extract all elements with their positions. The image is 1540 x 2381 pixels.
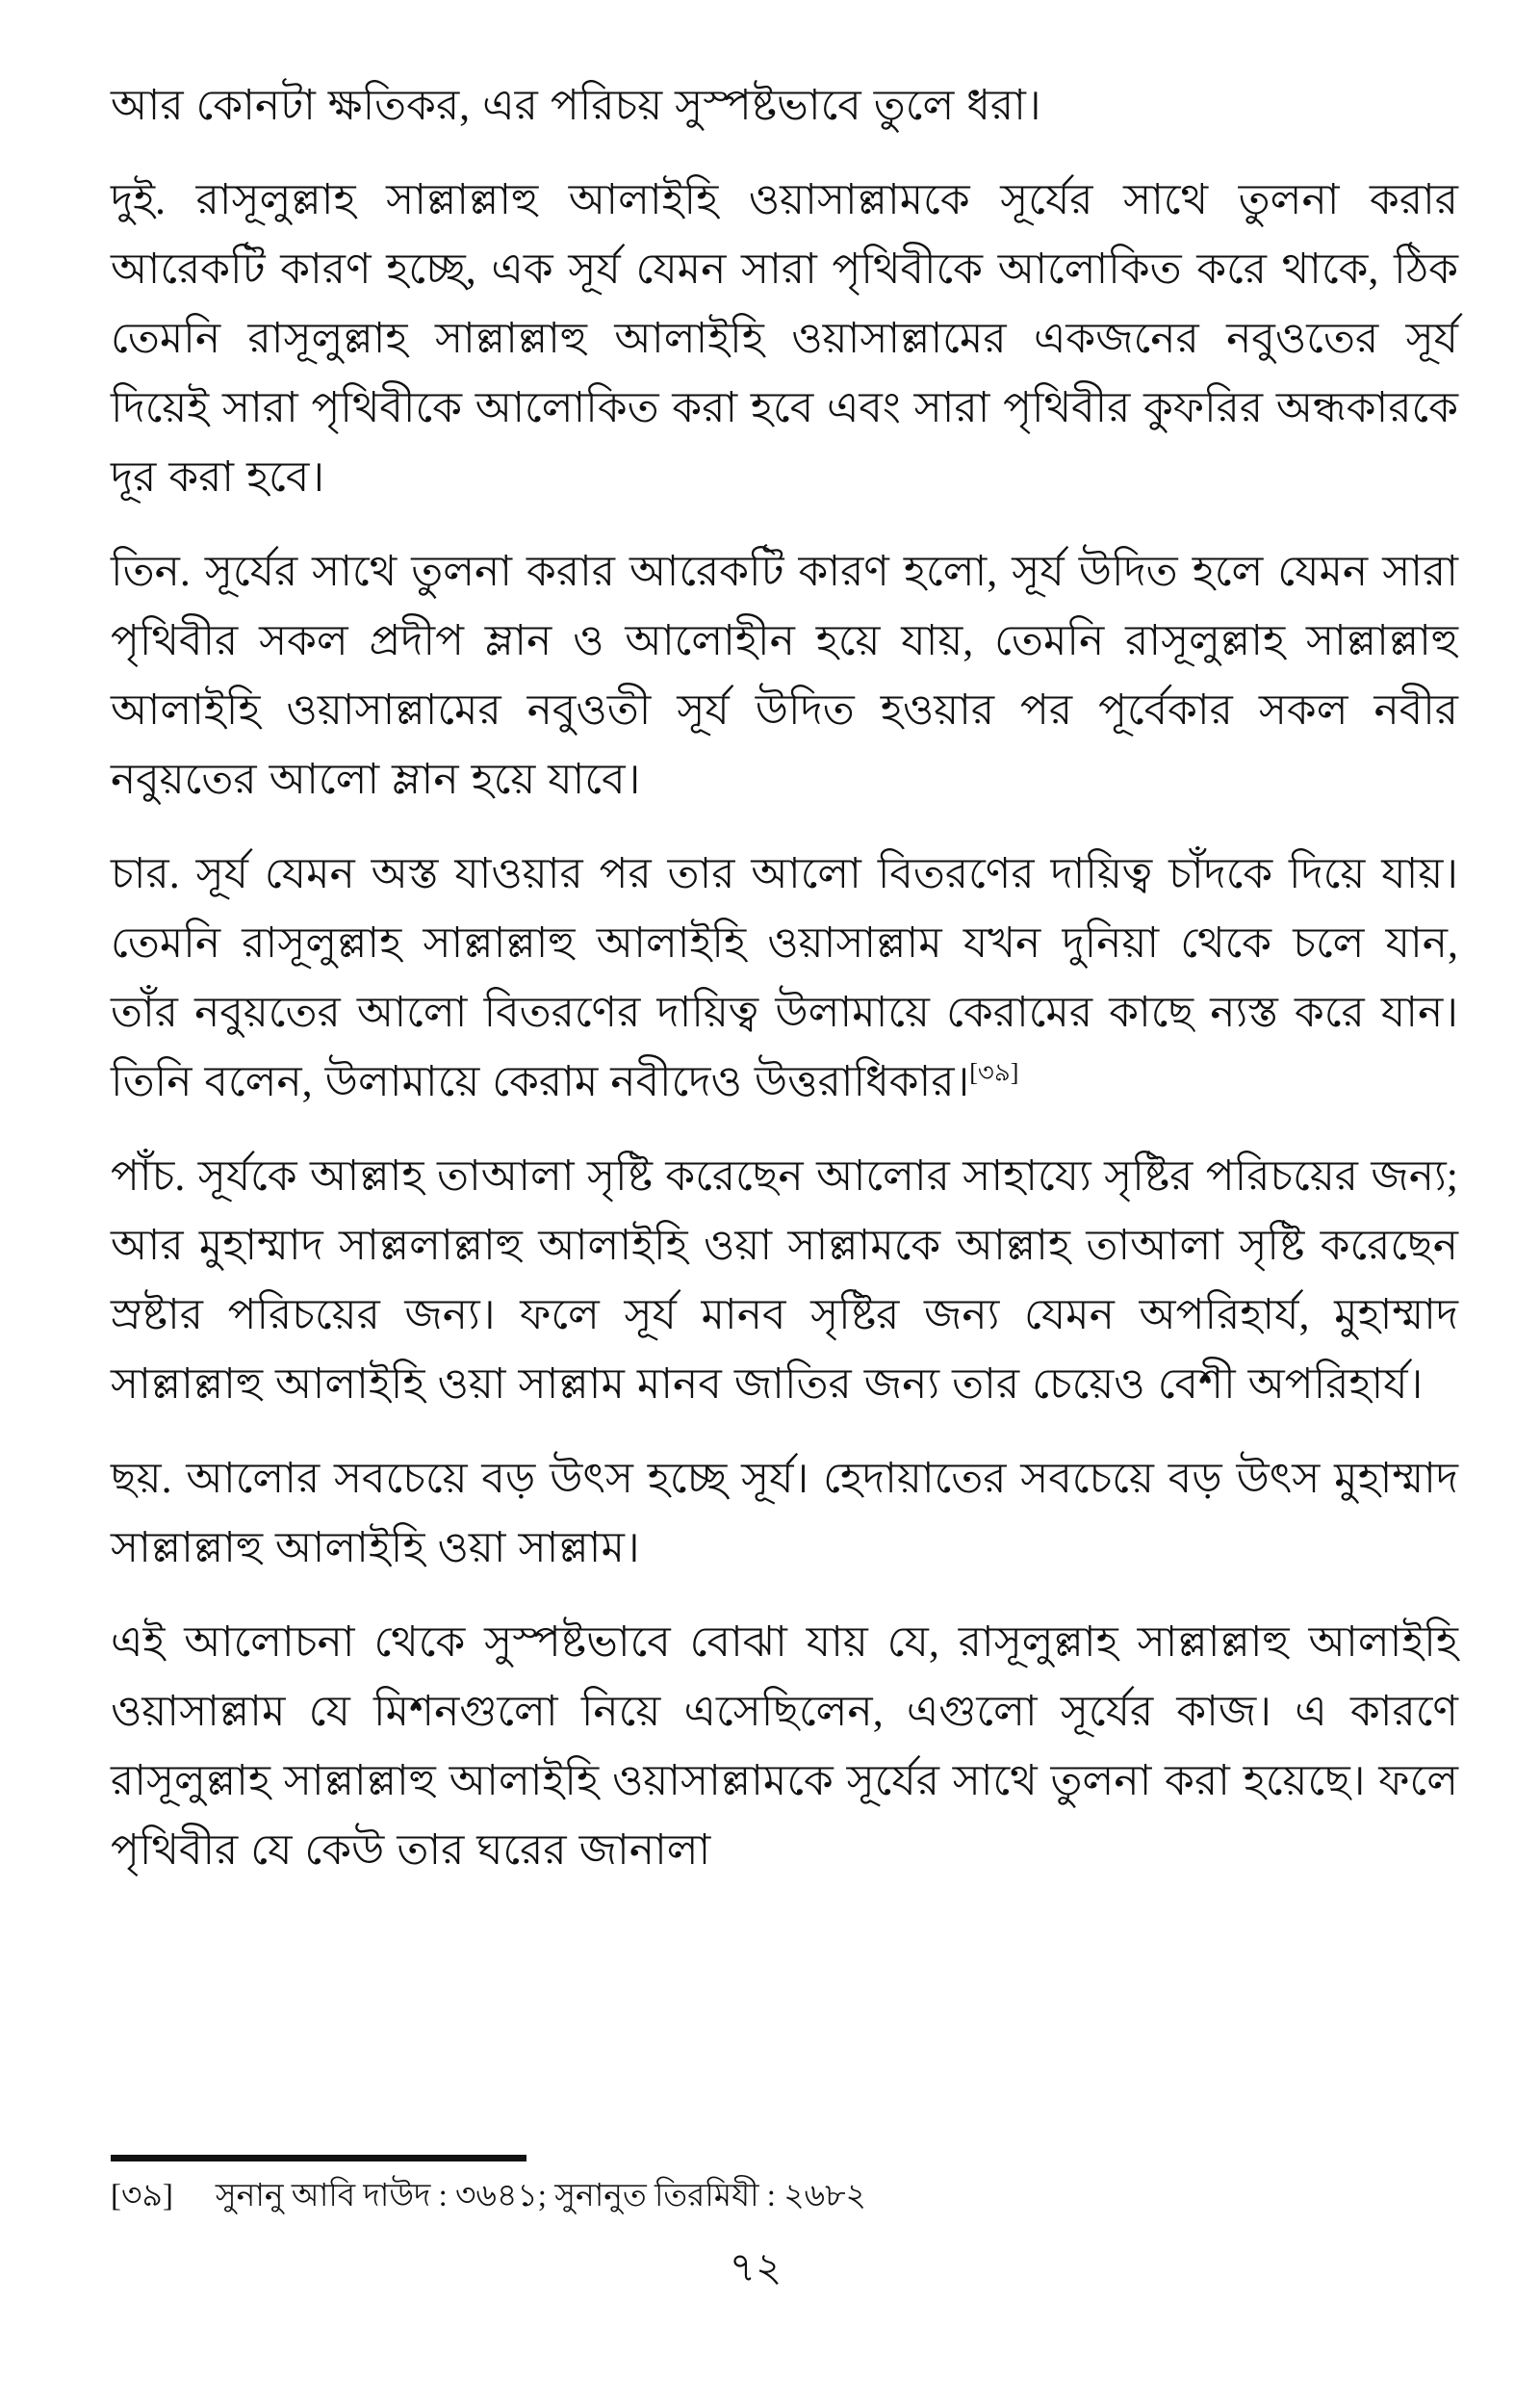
body-paragraph-five: পাঁচ. সূর্যকে আল্লাহ তাআলা সৃষ্টি করেছেন আলোর সাহায্যে সৃষ্টির পরিচয়ের জন্য; আর মুহাম্মাদ সাল্ললাল্লাহু আলাইহি ওয়া সাল্লামকে আল্লাহ তাআলা সৃষ্টি করেছেন স্রষ্টার পরিচয়ের জন্য। ফলে সূর্য মানব সৃষ্টির জন্য যেমন অপরিহার্য, মুহাম্মাদ সাল্লাল্লাহু আলাইহি ওয়া সাল্লাম মানব জাতির জন্য তার চেয়েও বেশী অপরিহার্য। <box>111 1152 1458 1408</box>
body-paragraph-three: তিন. সূর্যের সাথে তুলনা করার আরেকটি কারণ হলো, সূর্য উদিত হলে যেমন সারা পৃথিবীর সকল প্রদীপ ম্লান ও আলোহীন হয়ে যায়, তেমনি রাসূলুল্লাহ সাল্লাল্লাহু আলাইহি ওয়াসাল্লামের নবুওতী সূর্য উদিত হওয়ার পর পূর্বেকার সকল নবীর নবুয়তের আলো ম্লান হয়ে যাবে। <box>111 548 1458 803</box>
body-paragraph-two: দুই. রাসূলুল্লাহ সাল্লাল্লাহু আলাইহি ওয়াসাল্লামকে সূর্যের সাথে তুলনা করার আরেকটি কারণ হচ্ছে, এক সূর্য যেমন সারা পৃথিবীকে আলোকিত করে থাকে, ঠিক তেমনি রাসূলুল্লাহ সাল্লাল্লাহু আলাইহি ওয়াসাল্লামের একজনের নবুওতের সূর্য দিয়েই সারা পৃথিবীকে আলোকিত করা হবে এবং সারা পৃথিবীর কুফরির অন্ধকারকে দূর করা হবে। <box>111 176 1458 501</box>
page-number: ৭২ <box>729 2246 783 2290</box>
body-paragraph-six: ছয়. আলোর সবচেয়ে বড় উৎস হচ্ছে সূর্য। হেদায়াতের সবচেয়ে বড় উৎস মুহাম্মাদ সাল্লাল্লাহু আলাইহি ওয়া সাল্লাম। <box>111 1455 1458 1571</box>
footnote-area <box>111 2155 1458 2217</box>
body-paragraph-continuation: আর কোনটা ক্ষতিকর, এর পরিচয় সুস্পষ্টভাবে তুলে ধরা। <box>111 82 1041 129</box>
footnote-line <box>111 2175 1458 2217</box>
footnote-marker: [৩৯] <box>111 2179 173 2213</box>
footnote-divider <box>111 2155 526 2161</box>
page-body-text <box>111 71 1458 1885</box>
body-paragraph-closing: এই আলোচনা থেকে সুস্পষ্টভাবে বোঝা যায় যে, রাসূলুল্লাহ সাল্লাল্লাহু আলাইহি ওয়াসাল্লাম যে মিশনগুলো নিয়ে এসেছিলেন, এগুলো সূর্যের কাজ। এ কারণে রাসূলুল্লাহ সাল্লাল্লাহু আলাইহি ওয়াসাল্লামকে সূর্যের সাথে তুলনা করা হয়েছে। ফলে পৃথিবীর যে কেউ তার ঘরের জানালা <box>111 1618 1458 1874</box>
body-paragraph-four-text: চার. সূর্য যেমন অস্ত যাওয়ার পর তার আলো বিতরণের দায়িত্ব চাঁদকে দিয়ে যায়। তেমনি রাসূলুল্লাহ সাল্লাল্লাহু আলাইহি ওয়াসাল্লাম যখন দুনিয়া থেকে চলে যান, তাঁর নবুয়তের আলো বিতরণের দায়িত্ব উলামায়ে কেরামের কাছে ন্যস্ত করে যান। তিনি বলেন, উলামায়ে কেরাম নবীদেও উত্তরাধিকার। <box>111 850 1458 1105</box>
footnote-text: সুনানু আবি দাউদ : ৩৬৪১; সুনানুত তিরমিযী : ২৬৮২ <box>215 2179 866 2213</box>
footnote-reference-39: [৩৯] <box>969 1058 1019 1087</box>
body-paragraph-four <box>111 840 1458 1117</box>
